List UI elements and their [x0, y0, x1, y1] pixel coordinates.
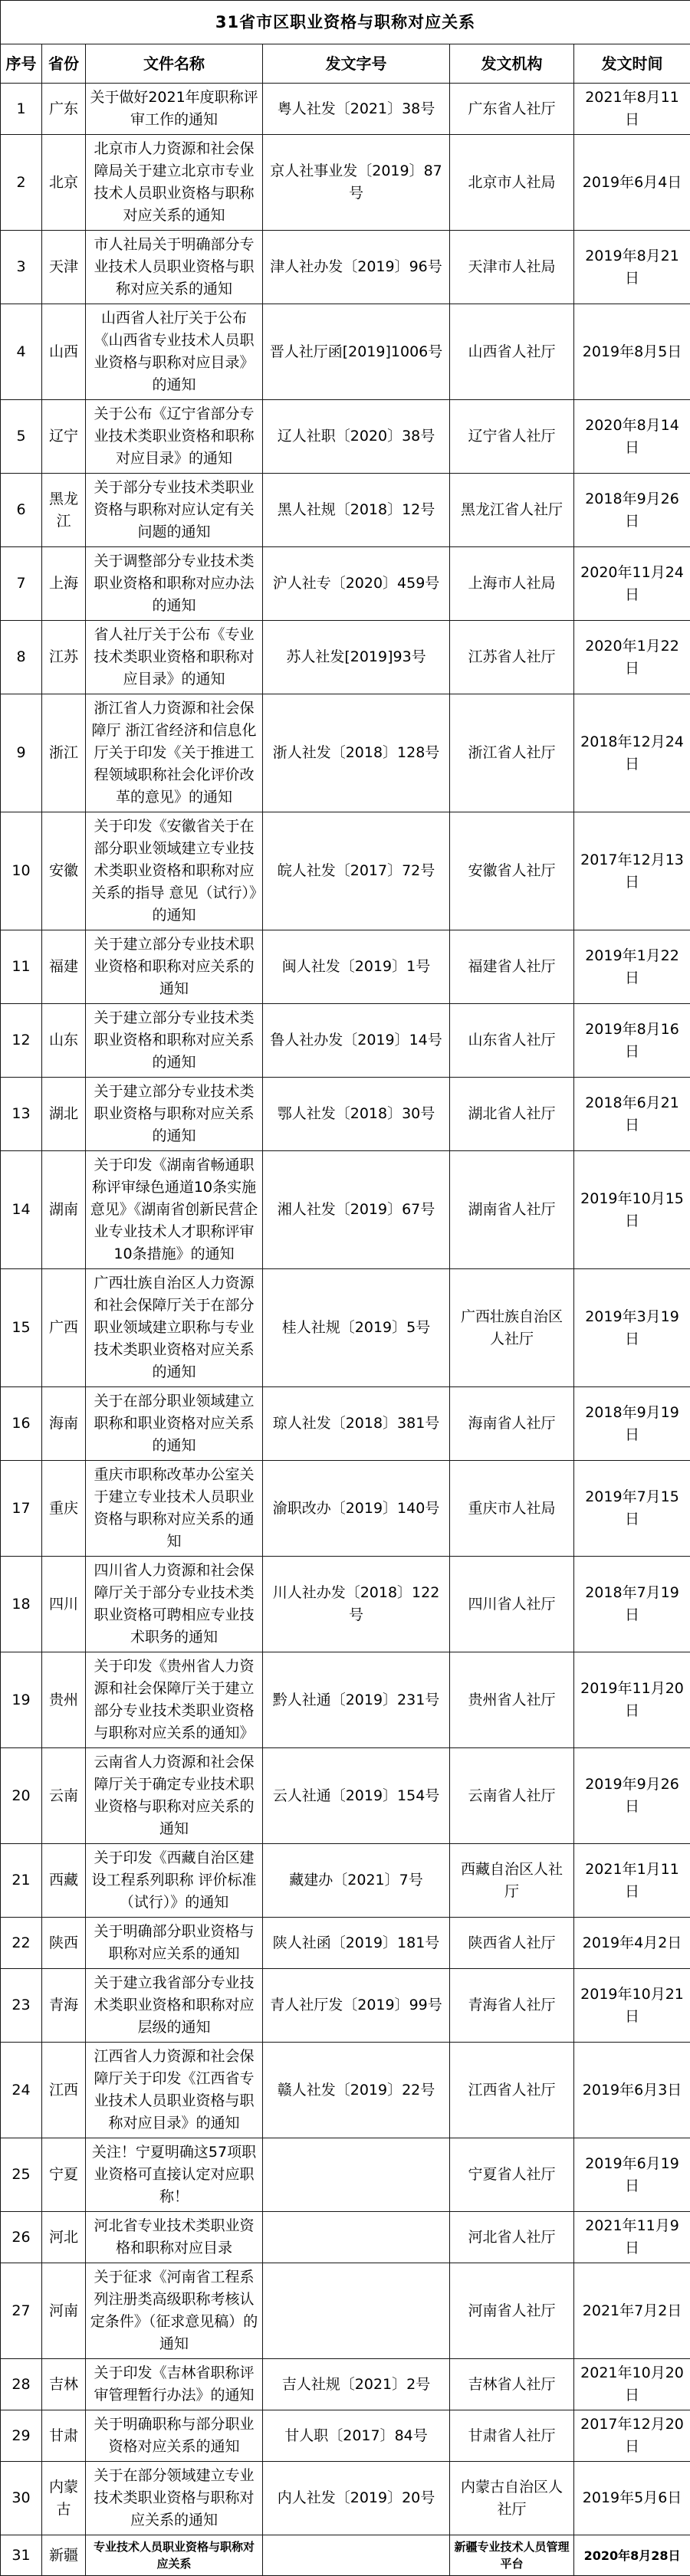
date-cell: 2021年1月11日	[574, 1844, 690, 1918]
agency-cell: 四川省人社厅	[450, 1557, 574, 1652]
agency-cell: 浙江省人社厅	[450, 694, 574, 812]
row-number-cell: 31	[1, 2535, 42, 2576]
row-number-cell: 14	[1, 1151, 42, 1269]
doc-number-cell	[263, 2535, 450, 2576]
doc-number-cell: 吉人社规〔2021〕2号	[263, 2359, 450, 2410]
document-name-cell: 关于公布《辽宁省部分专业技术类职业资格和职称对应目录》的通知	[86, 400, 263, 474]
province-cell: 江西	[42, 2043, 86, 2138]
province-cell: 新疆	[42, 2535, 86, 2576]
table-row	[1, 400, 690, 474]
province-cell: 江苏	[42, 621, 86, 694]
date-cell: 2020年1月22日	[574, 621, 690, 694]
date-cell: 2019年8月5日	[574, 304, 690, 400]
date-cell: 2021年8月11日	[574, 84, 690, 135]
doc-number-cell: 浙人社发〔2018〕128号	[263, 694, 450, 812]
doc-number-cell: 内人社发〔2019〕20号	[263, 2462, 450, 2535]
province-cell: 山西	[42, 304, 86, 400]
doc-number-cell: 云人社通〔2019〕154号	[263, 1748, 450, 1844]
agency-cell: 福建省人社厅	[450, 930, 574, 1004]
agency-cell: 内蒙古自治区人社厅	[450, 2462, 574, 2535]
row-number-cell: 3	[1, 231, 42, 304]
row-number-cell: 2	[1, 135, 42, 231]
province-cell: 安徽	[42, 812, 86, 930]
row-number-cell: 15	[1, 1269, 42, 1387]
row-number-cell: 4	[1, 304, 42, 400]
date-cell: 2019年4月2日	[574, 1918, 690, 1969]
agency-cell: 江西省人社厅	[450, 2043, 574, 2138]
table-row	[1, 1844, 690, 1918]
date-cell: 2019年9月26日	[574, 1748, 690, 1844]
province-cell: 广东	[42, 84, 86, 135]
document-name-cell: 关于印发《安徽省关于在部分职业领域建立专业技术类职业资格和职称对应关系的指导 意见（试行）》的通知	[86, 812, 263, 930]
document-name-cell: 关于明确部分职业资格与职称对应关系的通知	[86, 1918, 263, 1969]
row-number-cell: 24	[1, 2043, 42, 2138]
header-no: 序号	[1, 44, 42, 84]
agency-cell: 青海省人社厅	[450, 1969, 574, 2043]
table-title: 31省市区职业资格与职称对应关系	[1, 1, 690, 44]
date-cell: 2019年8月21日	[574, 231, 690, 304]
province-cell: 海南	[42, 1387, 86, 1461]
document-name-cell: 关于征求《河南省工程系列注册类高级职称考核认定条件》（征求意见稿）的通知	[86, 2263, 263, 2359]
row-number-cell: 18	[1, 1557, 42, 1652]
doc-number-cell: 琼人社发〔2018〕381号	[263, 1387, 450, 1461]
header-document: 文件名称	[86, 44, 263, 84]
agency-cell: 云南省人社厅	[450, 1748, 574, 1844]
date-cell: 2018年12月24日	[574, 694, 690, 812]
document-name-cell: 江西省人力资源和社会保障厅关于印发《江西省专业技术人员职业资格与职称对应目录》的通知	[86, 2043, 263, 2138]
document-name-cell: 关于建立部分专业技术类职业资格与职称对应关系的通知	[86, 1078, 263, 1151]
document-name-cell: 关于在部分职业领域建立职称和职业资格对应关系的通知	[86, 1387, 263, 1461]
document-name-cell: 关于印发《湖南省畅通职称评审绿色通道10条实施意见》《湖南省创新民营企业专业技术人才职称评审10条措施》的通知	[86, 1151, 263, 1269]
doc-number-cell: 黔人社通〔2019〕231号	[263, 1652, 450, 1748]
doc-number-cell: 川人社办发〔2018〕122号	[263, 1557, 450, 1652]
document-name-cell: 关于在部分领域建立专业技术类职业资格与职称对应关系的通知	[86, 2462, 263, 2535]
row-number-cell: 5	[1, 400, 42, 474]
table-row	[1, 2043, 690, 2138]
agency-cell: 山东省人社厅	[450, 1004, 574, 1078]
doc-number-cell: 青人社厅发〔2019〕99号	[263, 1969, 450, 2043]
province-cell: 四川	[42, 1557, 86, 1652]
row-number-cell: 6	[1, 474, 42, 547]
date-cell: 2017年12月13日	[574, 812, 690, 930]
table-row	[1, 304, 690, 400]
row-number-cell: 27	[1, 2263, 42, 2359]
date-cell: 2019年5月6日	[574, 2462, 690, 2535]
doc-number-cell: 黑人社规〔2018〕12号	[263, 474, 450, 547]
document-name-cell: 关于建立我省部分专业技术类职业资格和职称对应层级的通知	[86, 1969, 263, 2043]
row-number-cell: 19	[1, 1652, 42, 1748]
doc-number-cell	[263, 2263, 450, 2359]
province-cell: 河北	[42, 2212, 86, 2263]
doc-number-cell: 粤人社发〔2021〕38号	[263, 84, 450, 135]
date-cell: 2019年1月22日	[574, 930, 690, 1004]
province-cell: 河南	[42, 2263, 86, 2359]
row-number-cell: 17	[1, 1461, 42, 1557]
document-name-cell: 北京市人力资源和社会保障局关于建立北京市专业技术人员职业资格与职称对应关系的通知	[86, 135, 263, 231]
table-row	[1, 547, 690, 621]
agency-cell: 辽宁省人社厅	[450, 400, 574, 474]
table-title-row	[1, 1, 690, 44]
row-number-cell: 9	[1, 694, 42, 812]
province-cell: 陕西	[42, 1918, 86, 1969]
agency-cell: 甘肃省人社厅	[450, 2410, 574, 2462]
date-cell: 2018年9月19日	[574, 1387, 690, 1461]
row-number-cell: 20	[1, 1748, 42, 1844]
date-cell: 2019年3月19日	[574, 1269, 690, 1387]
date-cell: 2020年11月24日	[574, 547, 690, 621]
province-cell: 吉林	[42, 2359, 86, 2410]
document-name-cell: 关于印发《吉林省职称评审管理暂行办法》的通知	[86, 2359, 263, 2410]
agency-cell: 西藏自治区人社厅	[450, 1844, 574, 1918]
table-row	[1, 2138, 690, 2212]
header-agency: 发文机构	[450, 44, 574, 84]
row-number-cell: 22	[1, 1918, 42, 1969]
table-row	[1, 621, 690, 694]
document-name-cell: 市人社局关于明确部分专业技术人员职业资格与职称对应关系的通知	[86, 231, 263, 304]
doc-number-cell: 晋人社厅函[2019]1006号	[263, 304, 450, 400]
table-row	[1, 1918, 690, 1969]
doc-number-cell: 津人社办发〔2019〕96号	[263, 231, 450, 304]
doc-number-cell: 渝职改办〔2019〕140号	[263, 1461, 450, 1557]
doc-number-cell: 陕人社函〔2019〕181号	[263, 1918, 450, 1969]
agency-cell: 贵州省人社厅	[450, 1652, 574, 1748]
table-row	[1, 474, 690, 547]
agency-cell: 山西省人社厅	[450, 304, 574, 400]
province-cell: 福建	[42, 930, 86, 1004]
table-row	[1, 1969, 690, 2043]
document-name-cell: 河北省专业技术类职业资格和职称对应目录	[86, 2212, 263, 2263]
table-row	[1, 1151, 690, 1269]
doc-number-cell: 湘人社发〔2019〕67号	[263, 1151, 450, 1269]
row-number-cell: 1	[1, 84, 42, 135]
date-cell: 2019年7月15日	[574, 1461, 690, 1557]
date-cell: 2019年6月19日	[574, 2138, 690, 2212]
row-number-cell: 10	[1, 812, 42, 930]
row-number-cell: 21	[1, 1844, 42, 1918]
table-row	[1, 2263, 690, 2359]
date-cell: 2019年6月4日	[574, 135, 690, 231]
header-doc-number: 发文字号	[263, 44, 450, 84]
table-row	[1, 1461, 690, 1557]
row-number-cell: 28	[1, 2359, 42, 2410]
date-cell: 2021年7月2日	[574, 2263, 690, 2359]
table-row	[1, 135, 690, 231]
province-cell: 青海	[42, 1969, 86, 2043]
province-cell: 湖北	[42, 1078, 86, 1151]
date-cell: 2021年11月9日	[574, 2212, 690, 2263]
table-row	[1, 2535, 690, 2576]
doc-number-cell	[263, 2138, 450, 2212]
province-cell: 黑龙江	[42, 474, 86, 547]
document-name-cell: 关注！宁夏明确这57项职业资格可直接认定对应职称！	[86, 2138, 263, 2212]
doc-number-cell: 鲁人社办发〔2019〕14号	[263, 1004, 450, 1078]
document-name-cell: 关于建立部分专业技术类职业资格和职称对应关系的通知	[86, 1004, 263, 1078]
doc-number-cell	[263, 2212, 450, 2263]
document-name-cell: 关于建立部分专业技术职业资格和职称对应关系的通知	[86, 930, 263, 1004]
table-row	[1, 694, 690, 812]
doc-number-cell: 藏建办〔2021〕7号	[263, 1844, 450, 1918]
table-row	[1, 84, 690, 135]
date-cell: 2019年6月3日	[574, 2043, 690, 2138]
province-cell: 甘肃	[42, 2410, 86, 2462]
table-row	[1, 1004, 690, 1078]
agency-cell: 海南省人社厅	[450, 1387, 574, 1461]
date-cell: 2017年12月20日	[574, 2410, 690, 2462]
doc-number-cell: 辽人社职〔2020〕38号	[263, 400, 450, 474]
document-name-cell: 广西壮族自治区人力资源和社会保障厅关于在部分职业领域建立职称与专业技术类职业资格对应关系的通知	[86, 1269, 263, 1387]
doc-number-cell: 沪人社专〔2020〕459号	[263, 547, 450, 621]
province-cell: 山东	[42, 1004, 86, 1078]
document-name-cell: 省人社厅关于公布《专业技术类职业资格和职称对应目录》的通知	[86, 621, 263, 694]
table-row	[1, 2462, 690, 2535]
table-header-row	[1, 44, 690, 84]
province-cell: 广西	[42, 1269, 86, 1387]
row-number-cell: 25	[1, 2138, 42, 2212]
table-row	[1, 1748, 690, 1844]
row-number-cell: 23	[1, 1969, 42, 2043]
agency-cell: 湖南省人社厅	[450, 1151, 574, 1269]
agency-cell: 北京市人社局	[450, 135, 574, 231]
document-name-cell: 四川省人力资源和社会保障厅关于部分专业技术类职业资格可聘相应专业技术职务的通知	[86, 1557, 263, 1652]
province-cell: 辽宁	[42, 400, 86, 474]
row-number-cell: 26	[1, 2212, 42, 2263]
date-cell: 2019年10月15日	[574, 1151, 690, 1269]
agency-cell: 广西壮族自治区人社厅	[450, 1269, 574, 1387]
table-row	[1, 930, 690, 1004]
province-cell: 内蒙古	[42, 2462, 86, 2535]
province-cell: 浙江	[42, 694, 86, 812]
province-cell: 湖南	[42, 1151, 86, 1269]
table-row	[1, 1557, 690, 1652]
date-cell: 2019年8月16日	[574, 1004, 690, 1078]
doc-number-cell: 皖人社发〔2017〕72号	[263, 812, 450, 930]
document-name-cell: 关于调整部分专业技术类职业资格和职称对应办法的通知	[86, 547, 263, 621]
agency-cell: 天津市人社局	[450, 231, 574, 304]
doc-number-cell: 桂人社规〔2019〕5号	[263, 1269, 450, 1387]
province-cell: 重庆	[42, 1461, 86, 1557]
date-cell: 2020年8月14日	[574, 400, 690, 474]
table-row	[1, 2410, 690, 2462]
document-name-cell: 关于印发《西藏自治区建设工程系列职称 评价标准（试行）》的通知	[86, 1844, 263, 1918]
row-number-cell: 16	[1, 1387, 42, 1461]
row-number-cell: 8	[1, 621, 42, 694]
document-name-cell: 关于印发《贵州省人力资源和社会保障厅关于建立部分专业技术类职业资格与职称对应关系的通知》	[86, 1652, 263, 1748]
header-date: 发文时间	[574, 44, 690, 84]
agency-cell: 黑龙江省人社厅	[450, 474, 574, 547]
row-number-cell: 12	[1, 1004, 42, 1078]
table-row	[1, 1652, 690, 1748]
document-name-cell: 关于做好2021年度职称评审工作的通知	[86, 84, 263, 135]
doc-number-cell: 鄂人社发〔2018〕30号	[263, 1078, 450, 1151]
agency-cell: 河南省人社厅	[450, 2263, 574, 2359]
row-number-cell: 13	[1, 1078, 42, 1151]
province-cell: 北京	[42, 135, 86, 231]
table-row	[1, 2359, 690, 2410]
document-name-cell: 关于明确职称与部分职业资格对应关系的通知	[86, 2410, 263, 2462]
date-cell: 2018年9月26日	[574, 474, 690, 547]
agency-cell: 河北省人社厅	[450, 2212, 574, 2263]
document-name-cell: 山西省人社厅关于公布《山西省专业技术人员职业资格与职称对应目录》的通知	[86, 304, 263, 400]
agency-cell: 新疆专业技术人员管理平台	[450, 2535, 574, 2576]
date-cell: 2019年10月21日	[574, 1969, 690, 2043]
date-cell: 2019年11月20日	[574, 1652, 690, 1748]
agency-cell: 广东省人社厅	[450, 84, 574, 135]
table-row	[1, 231, 690, 304]
document-name-cell: 浙江省人力资源和社会保障厅 浙江省经济和信息化厅关于印发《关于推进工程领域职称社会化评价改革的意见》的通知	[86, 694, 263, 812]
doc-number-cell: 京人社事业发〔2019〕87号	[263, 135, 450, 231]
date-cell: 2018年7月19日	[574, 1557, 690, 1652]
header-province: 省份	[42, 44, 86, 84]
table-row	[1, 812, 690, 930]
date-cell: 2020年8月28日	[574, 2535, 690, 2576]
doc-number-cell: 苏人社发[2019]93号	[263, 621, 450, 694]
agency-cell: 陕西省人社厅	[450, 1918, 574, 1969]
table-row	[1, 1078, 690, 1151]
document-name-cell: 云南省人力资源和社会保障厅关于确定专业技术职业资格与职称对应关系的通知	[86, 1748, 263, 1844]
province-cell: 云南	[42, 1748, 86, 1844]
agency-cell: 上海市人社局	[450, 547, 574, 621]
row-number-cell: 29	[1, 2410, 42, 2462]
doc-number-cell: 赣人社发〔2019〕22号	[263, 2043, 450, 2138]
agency-cell: 江苏省人社厅	[450, 621, 574, 694]
doc-number-cell: 甘人职〔2017〕84号	[263, 2410, 450, 2462]
document-name-cell: 关于部分专业技术类职业资格与职称对应认定有关问题的通知	[86, 474, 263, 547]
row-number-cell: 30	[1, 2462, 42, 2535]
province-cell: 上海	[42, 547, 86, 621]
date-cell: 2021年10月20日	[574, 2359, 690, 2410]
province-cell: 贵州	[42, 1652, 86, 1748]
province-cell: 天津	[42, 231, 86, 304]
table-row	[1, 1269, 690, 1387]
agency-cell: 湖北省人社厅	[450, 1078, 574, 1151]
row-number-cell: 7	[1, 547, 42, 621]
agency-cell: 宁夏省人社厅	[450, 2138, 574, 2212]
document-name-cell: 重庆市职称改革办公室关于建立专业技术人员职业资格与职称对应关系的通知	[86, 1461, 263, 1557]
province-cell: 西藏	[42, 1844, 86, 1918]
doc-number-cell: 闽人社发〔2019〕1号	[263, 930, 450, 1004]
row-number-cell: 11	[1, 930, 42, 1004]
date-cell: 2018年6月21日	[574, 1078, 690, 1151]
agency-cell: 吉林省人社厅	[450, 2359, 574, 2410]
table-row	[1, 1387, 690, 1461]
table-row	[1, 2212, 690, 2263]
agency-cell: 重庆市人社局	[450, 1461, 574, 1557]
province-cell: 宁夏	[42, 2138, 86, 2212]
agency-cell: 安徽省人社厅	[450, 812, 574, 930]
document-name-cell: 专业技术人员职业资格与职称对应关系	[86, 2535, 263, 2576]
